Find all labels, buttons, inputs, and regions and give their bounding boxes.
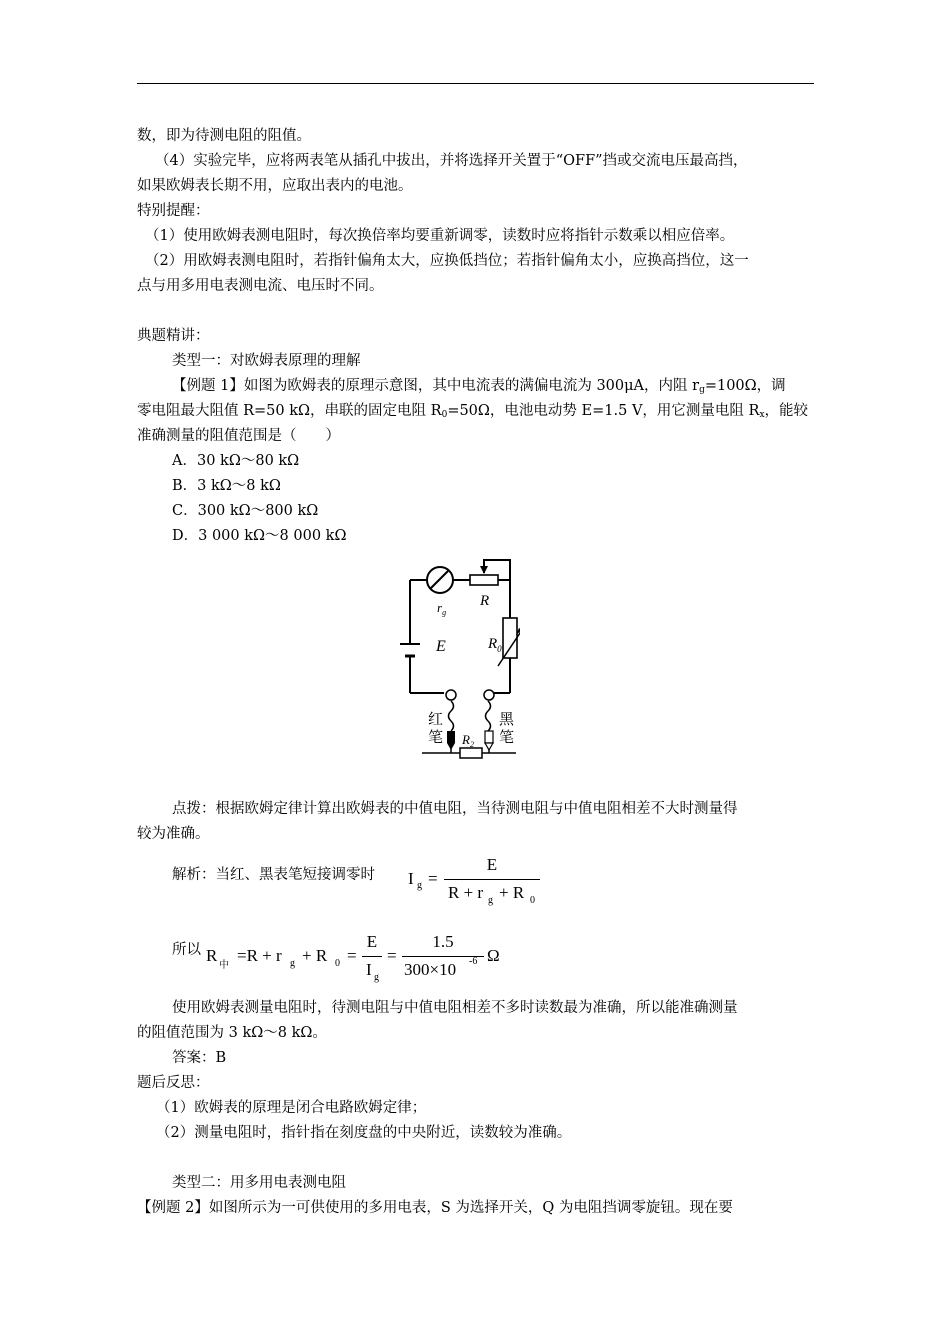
text-line: 点与用多用电表测电流、电压时不同。 [137, 278, 384, 294]
option-d: D．3 000 kΩ～8 000 kΩ [172, 528, 347, 544]
hint-line1: 点拨：根据欧姆定律计算出欧姆表的中值电阻，当待测电阻与中值电阻相差不大时测量得 [172, 801, 738, 817]
reflection-item: （2）测量电阻时，指针指在刻度盘的中央附近，读数较为准确。 [156, 1125, 572, 1141]
label-R0: $R_0$ [488, 636, 502, 654]
answer: 答案：B [172, 1050, 227, 1066]
example1-line2: 零电阻最大阻值 R=50 kΩ，串联的固定电阻 $R_0=50\Omega$，电池电动势 E=1.5 V，用它测量电阻 $R_x$，能较 [137, 403, 809, 420]
option-b: B．3 kΩ～8 kΩ [172, 478, 281, 494]
label-pen: 笔 [428, 730, 444, 746]
label-pen: 笔 [499, 730, 515, 746]
text-line: （1）使用欧姆表测电阻时，每次换倍率均要重新调零，读数时应将指针示数乘以相应倍率。 [145, 228, 735, 244]
section-heading: 典题精讲： [137, 328, 210, 344]
example1-line3: 准确测量的阻值范围是（ ） [137, 428, 340, 444]
solution-prefix: 解析：当红、黑表笔短接调零时 [172, 867, 375, 883]
text-line: （2）用欧姆表测电阻时，若指针偏角太大，应换低挡位；若指针偏角太小，应换高挡位，这一 [145, 253, 749, 269]
usage-line1: 使用欧姆表测量电阻时，待测电阻与中值电阻相差不多时读数最为准确，所以能准确测量 [172, 1000, 738, 1016]
label-R2: $R_2$ [462, 732, 474, 749]
text-line: 如果欧姆表长期不用，应取出表内的电池。 [137, 178, 413, 194]
label-E: E [436, 638, 446, 655]
header-rule [137, 83, 814, 84]
reflection-item: （1）欧姆表的原理是闭合电路欧姆定律； [156, 1100, 427, 1116]
option-a: A．30 kΩ～80 kΩ [172, 453, 300, 469]
text-line: （4）实验完毕，应将两表笔从插孔中拔出，并将选择开关置于“OFF”挡或交流电压最高挡， [155, 153, 748, 169]
label-black: 黑 [499, 712, 515, 728]
label-red: 红 [428, 712, 444, 728]
example1-line1: 【例题 1】如图为欧姆表的原理示意图，其中电流表的满偏电流为 300μA，内阻 $r_g=100\Omega$，调 [172, 378, 786, 395]
example2-line1: 【例题 2】如图所示为一可供使用的多用电表，S 为选择开关，Q 为电阻挡调零旋钮。现在要 [137, 1200, 733, 1216]
usage-line2: 的阻值范围为 3 kΩ～8 kΩ。 [137, 1025, 327, 1041]
so-prefix: 所以 [172, 942, 201, 958]
reflection-heading: 题后反思： [137, 1075, 210, 1091]
special-reminder-heading: 特别提醒： [137, 203, 210, 219]
type-heading: 类型二：用多用电表测电阻 [172, 1175, 346, 1191]
type-heading: 类型一：对欧姆表原理的理解 [172, 353, 361, 369]
label-rg: $r_g$ [437, 600, 447, 617]
ohmmeter-circuit-diagram [400, 556, 520, 772]
equation-2: R 中 =R + r g + R 0 = E I g = 1.5 300×10 -6 Ω [206, 932, 500, 983]
option-c: C．300 kΩ～800 kΩ [172, 503, 319, 519]
equation-1: I g = E R + r g + R 0 [404, 855, 544, 905]
hint-line2: 较为准确。 [137, 826, 210, 842]
label-R: R [480, 593, 490, 609]
text-line: 数，即为待测电阻的阻值。 [137, 128, 311, 144]
